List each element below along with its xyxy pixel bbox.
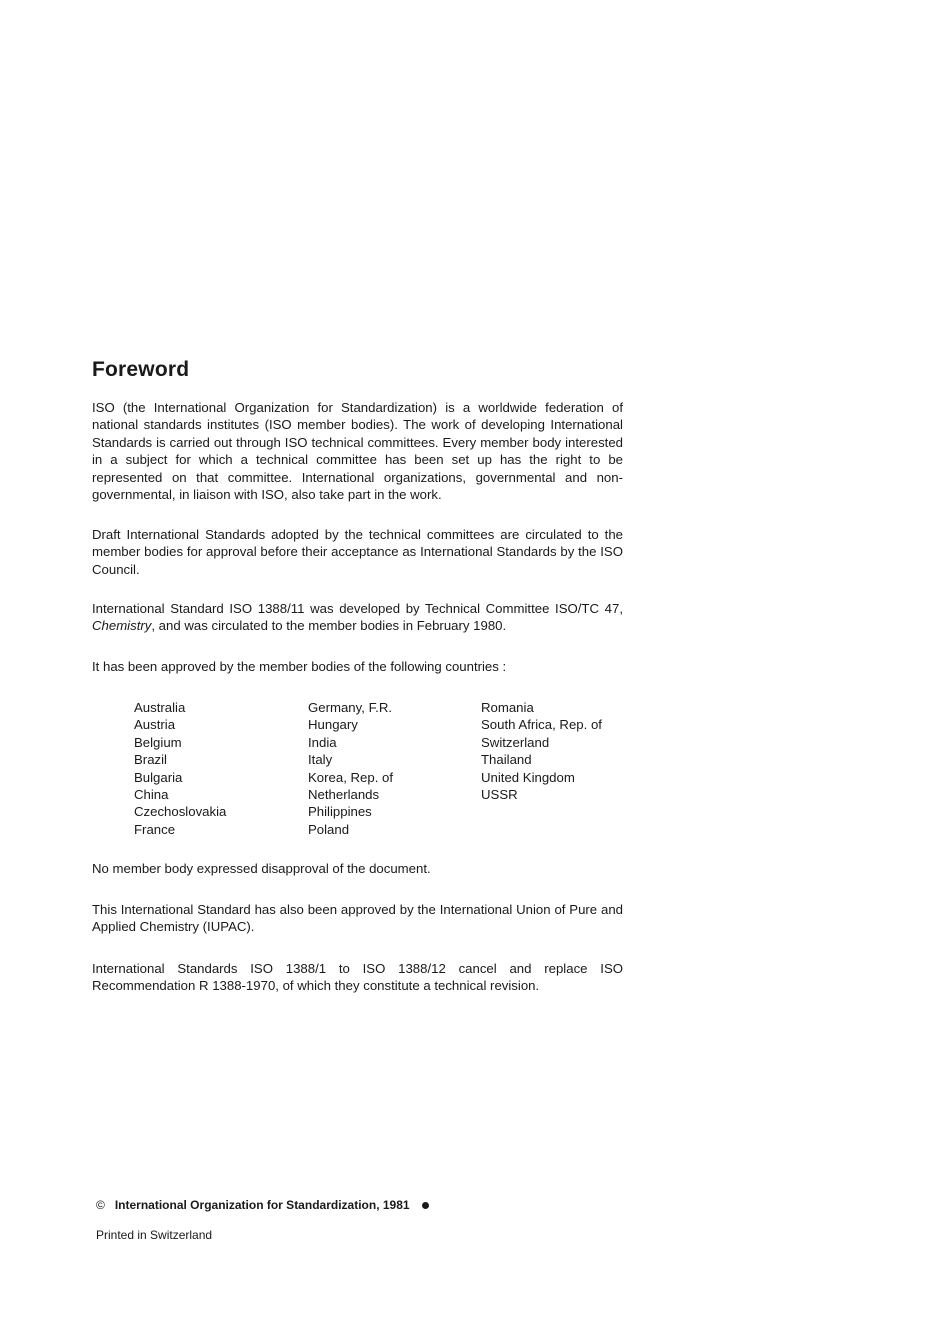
country-item: Brazil <box>134 752 167 768</box>
country-item: Romania <box>481 700 534 715</box>
country-column-3 <box>481 699 602 803</box>
country-item: USSR <box>481 787 518 803</box>
country-item: Bulgaria <box>134 769 183 785</box>
copyright-icon: © <box>96 1198 105 1212</box>
country-item: United Kingdom <box>481 769 575 785</box>
country-column-1 <box>134 699 226 838</box>
paragraph-development <box>92 600 623 635</box>
country-item: Korea, Rep. of <box>308 769 394 785</box>
country-item: Netherlands <box>308 787 380 803</box>
paragraph-no-disapproval: No member body expressed disapproval of the document. <box>92 861 431 876</box>
copyright-text: International Organization for Standardization, 1981 <box>114 1198 410 1212</box>
paragraph-iso-description: ISO (the International Organization for Standardization) is a worldwide federation of national standards institutes (ISO member bodies). The work of developing International Standards is carried out through ISO technical committees. Every member body interested in a subject for which a technical committee has been set up has the right to be represented on that committee. International organizations, governmental and non-governmental, in liaison with ISO, also take part in the work. <box>92 400 623 503</box>
country-item: Philippines <box>308 804 372 820</box>
country-column-2 <box>308 699 393 838</box>
committee-name: Chemistry <box>92 618 152 634</box>
country-item: Switzerland <box>481 734 550 750</box>
copyright-line <box>96 1198 429 1212</box>
country-item: Poland <box>308 821 350 837</box>
country-item: Czechoslovakia <box>134 804 227 820</box>
paragraph-development-text-2: , and was circulated to the member bodies in February 1980. <box>151 618 507 634</box>
page-title: Foreword <box>92 358 190 381</box>
country-item: Thailand <box>481 752 532 768</box>
country-item: Germany, F.R. <box>308 700 393 715</box>
bullet-dot-icon <box>422 1202 429 1209</box>
country-item: China <box>134 787 169 803</box>
country-item: Hungary <box>308 717 358 733</box>
paragraph-development-text-1: International Standard ISO 1388/11 was developed by Technical Committee ISO/TC 47, <box>92 601 623 616</box>
paragraph-cancellation: International Standards ISO 1388/1 to ISO 1388/12 cancel and replace ISO Recommendation R 1388-1970, of which they constitute a technical revision. <box>92 961 623 994</box>
country-list <box>134 699 634 839</box>
paragraph-iupac: This International Standard has also been approved by the International Union of Pure and Applied Chemistry (IUPAC). <box>92 902 623 935</box>
country-item: Austria <box>134 717 176 733</box>
country-item: Australia <box>134 700 186 715</box>
country-item: South Africa, Rep. of <box>481 717 602 733</box>
paragraph-approval-intro: It has been approved by the member bodies of the following countries : <box>92 659 507 674</box>
paragraph-draft-standards: Draft International Standards adopted by the technical committees are circulated to the member bodies for approval before their acceptance as International Standards by the ISO Council. <box>92 527 623 577</box>
country-item: Belgium <box>134 734 182 750</box>
printed-location: Printed in Switzerland <box>96 1228 213 1242</box>
country-item: France <box>134 821 176 837</box>
country-item: India <box>308 734 337 750</box>
country-item: Italy <box>308 752 333 768</box>
